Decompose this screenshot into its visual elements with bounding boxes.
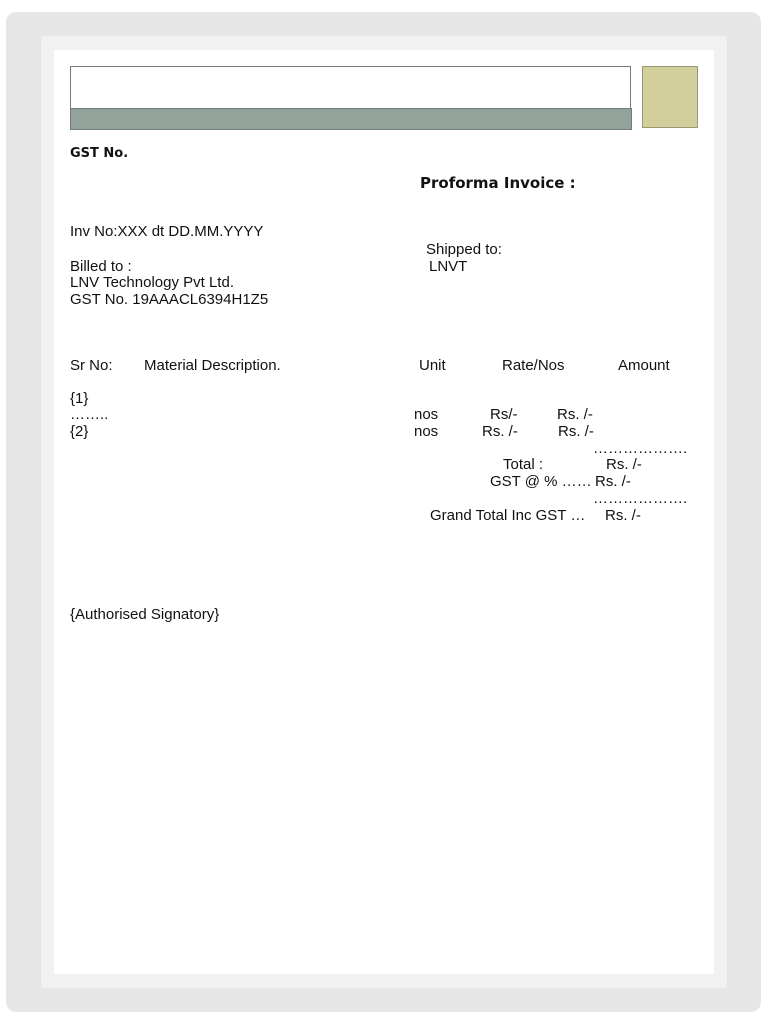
row1-unit: nos [414,406,439,423]
col-header-amount: Amount [618,357,670,374]
row2-dots: …….. [70,406,109,423]
row1-amount: Rs. /- [557,406,593,423]
billed-gst: GST No. 19AAACL6394H1Z5 [70,291,269,308]
col-header-rate: Rate/Nos [502,357,565,374]
col-header-sr: Sr No: [70,357,113,374]
row2-amount: Rs. /- [558,423,594,440]
header-bar [70,108,632,130]
col-header-description: Material Description. [144,357,281,374]
gst-label: GST No. [70,146,129,161]
billed-company: LNV Technology Pvt Ltd. [70,274,234,291]
grand-total-value: Rs. /- [605,507,641,524]
row1-rate: Rs/- [490,406,518,423]
total-label: Total : [503,456,544,473]
grand-total-label: Grand Total Inc GST … [430,507,586,524]
col-header-unit: Unit [419,357,446,374]
row2-unit: nos [414,423,439,440]
billed-to-label: Billed to : [70,258,132,275]
row2-sr: {2} [70,423,89,440]
total-value: Rs. /- [606,456,642,473]
shipped-to-label: Shipped to: [426,241,502,258]
shipped-to-value: LNVT [429,258,468,275]
row2-rate: Rs. /- [482,423,518,440]
invoice-number: Inv No:XXX dt DD.MM.YYYY [70,223,264,240]
authorised-signatory: {Authorised Signatory} [70,606,220,623]
gst-rate-label: GST @ % …… [490,473,592,490]
gst-value: Rs. /- [595,473,631,490]
row1-sr: {1} [70,390,89,407]
header-square [642,66,698,128]
invoice-title: Proforma Invoice : [420,174,576,192]
subtotal-dots: ………………. [593,440,688,457]
grand-total-dots: ………………. [593,490,688,507]
